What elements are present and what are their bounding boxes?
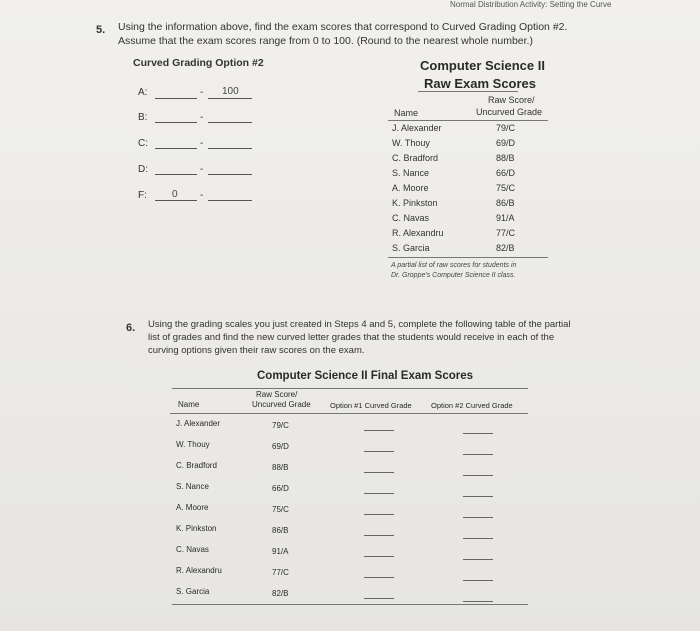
table2-score-cell: 91/A [272, 547, 289, 556]
grade-d-low-field[interactable] [155, 174, 197, 175]
option1-answer-field[interactable] [364, 556, 394, 557]
table2-name-cell: S. Nance [176, 482, 209, 491]
table1-score-cell: 69/D [496, 138, 516, 148]
table1-score-cell: 79/C [496, 123, 516, 133]
grade-f-low-field[interactable] [155, 200, 197, 201]
table1-score-header-2: Uncurved Grade [476, 107, 543, 117]
table2-name-cell: C. Navas [176, 545, 209, 554]
question-5-line-1: Using the information above, find the exam scores that correspond to Curved Grading Option #2. [118, 21, 568, 33]
grade-a-low-field[interactable] [155, 98, 197, 99]
grade-f-low-value: 0 [172, 189, 178, 200]
table1-name-cell: J. Alexander [392, 123, 442, 133]
question-6-number: 6. [126, 322, 136, 334]
table1-score-cell: 88/B [496, 153, 515, 163]
table1-name-cell: C. Navas [392, 213, 430, 223]
grading-option-subtitle: Curved Grading Option #2 [133, 57, 264, 69]
grade-f-dash: - [200, 190, 204, 201]
option1-answer-field[interactable] [364, 472, 394, 473]
table1-name-cell: A. Moore [392, 183, 429, 193]
option1-answer-field[interactable] [364, 598, 394, 599]
table2-title-rule [172, 388, 528, 389]
table1-name-cell: K. Pinkston [392, 198, 438, 208]
grade-b-low-field[interactable] [155, 122, 197, 123]
grade-d-dash: - [200, 164, 204, 175]
table1-score-cell: 86/B [496, 198, 515, 208]
option2-answer-field[interactable] [463, 433, 493, 434]
option1-answer-field[interactable] [364, 577, 394, 578]
table1-score-column [496, 121, 515, 256]
table2-score-cell: 79/C [272, 421, 289, 430]
grade-label-c: C: [138, 138, 148, 149]
option1-answer-field[interactable] [364, 535, 394, 536]
table2-option2-header: Option #2 Curved Grade [431, 401, 513, 410]
table2-name-header: Name [178, 400, 200, 409]
page-header: Normal Distribution Activity: Setting the Curve [450, 0, 612, 9]
question-6-line-1: Using the grading scales you just created in Steps 4 and 5, complete the following table of the partial [148, 319, 571, 330]
table1-caption-line-2: Dr. Groppe's Computer Science II class. [391, 272, 516, 279]
grade-b-high-field[interactable] [208, 122, 252, 123]
question-5-line-2: Assume that the exam scores range from 0 to 100. (Round to the nearest whole number.) [118, 35, 533, 47]
grade-a-high-value: 100 [222, 86, 239, 97]
table2-score-header-2: Uncurved Grade [252, 400, 311, 409]
table2-score-cell: 69/D [272, 442, 289, 451]
table2-name-cell: J. Alexander [176, 419, 221, 428]
option1-answer-field[interactable] [364, 493, 394, 494]
table2-score-column [272, 415, 289, 604]
table1-score-cell: 77/C [496, 228, 516, 238]
table2-name-column [176, 413, 222, 602]
question-6-line-3: curving options given their raw scores on the exam. [148, 345, 365, 356]
table1-title-underline [418, 91, 518, 92]
table2-name-cell: R. Alexandru [176, 566, 222, 575]
grade-d-high-field[interactable] [208, 174, 252, 175]
table1-name-cell: R. Alexandru [392, 228, 444, 238]
option2-answer-field[interactable] [463, 454, 493, 455]
table2-name-cell: C. Bradford [176, 461, 217, 470]
table2-score-cell: 86/B [272, 526, 289, 535]
table2-score-cell: 77/C [272, 568, 289, 577]
option2-answer-field[interactable] [463, 559, 493, 560]
table2-score-cell: 88/B [272, 463, 289, 472]
option2-answer-field[interactable] [463, 601, 493, 602]
grade-label-b: B: [138, 112, 148, 123]
grade-b-dash: - [200, 112, 204, 123]
table1-score-cell: 66/D [496, 168, 516, 178]
table2-header-rule [170, 413, 528, 414]
grade-label-d: D: [138, 164, 148, 175]
table2-score-cell: 82/B [272, 589, 289, 598]
table1-name-header: Name [394, 108, 419, 118]
table2-title: Computer Science II Final Exam Scores [257, 370, 474, 382]
question-6-line-2: list of grades and find the new curved letter grades that the students would receive in each of the [148, 332, 555, 343]
table1-name-cell: S. Garcia [392, 243, 430, 253]
table1-name-cell: S. Nance [392, 168, 430, 178]
grade-label-a: A: [138, 87, 148, 98]
table2-bottom-rule [172, 604, 528, 605]
table1-title-line1: Computer Science II [420, 58, 545, 73]
table2-option1-header: Option #1 Curved Grade [330, 401, 412, 410]
question-5-number: 5. [96, 24, 106, 36]
table1-caption-line-1: A partial list of raw scores for students in [391, 262, 517, 269]
table1-score-cell: 82/B [496, 243, 515, 253]
table2-score-header-1: Raw Score/ [256, 390, 298, 399]
table1-name-column [392, 121, 444, 256]
grade-c-high-field[interactable] [208, 148, 252, 149]
option2-answer-field[interactable] [463, 517, 493, 518]
table2-name-cell: A. Moore [176, 503, 209, 512]
table2-name-cell: K. Pinkston [176, 524, 217, 533]
grade-a-dash: - [200, 87, 204, 98]
grade-c-low-field[interactable] [155, 148, 197, 149]
grade-label-f: F: [138, 190, 147, 201]
table1-bottom-rule [388, 257, 548, 258]
table2-score-cell: 75/C [272, 505, 289, 514]
option1-answer-field[interactable] [364, 514, 394, 515]
option2-answer-field[interactable] [463, 496, 493, 497]
table1-score-header-1: Raw Score/ [488, 95, 535, 105]
table1-title-line2: Raw Exam Scores [424, 76, 537, 91]
table2-name-cell: S. Garcia [176, 587, 210, 596]
option1-answer-field[interactable] [364, 451, 394, 452]
option2-answer-field[interactable] [463, 538, 493, 539]
grade-c-dash: - [200, 138, 204, 149]
grade-a-high-field[interactable] [208, 98, 252, 99]
table2-name-cell: W. Thouy [176, 440, 210, 449]
option2-answer-field[interactable] [463, 580, 493, 581]
option2-answer-field[interactable] [463, 475, 493, 476]
table1-score-cell: 91/A [496, 213, 515, 223]
table2-score-cell: 66/D [272, 484, 289, 493]
option1-answer-field[interactable] [364, 430, 394, 431]
table1-name-cell: W. Thouy [392, 138, 430, 148]
grade-f-high-field[interactable] [208, 200, 252, 201]
table1-name-cell: C. Bradford [392, 153, 439, 163]
table1-score-cell: 75/C [496, 183, 516, 193]
